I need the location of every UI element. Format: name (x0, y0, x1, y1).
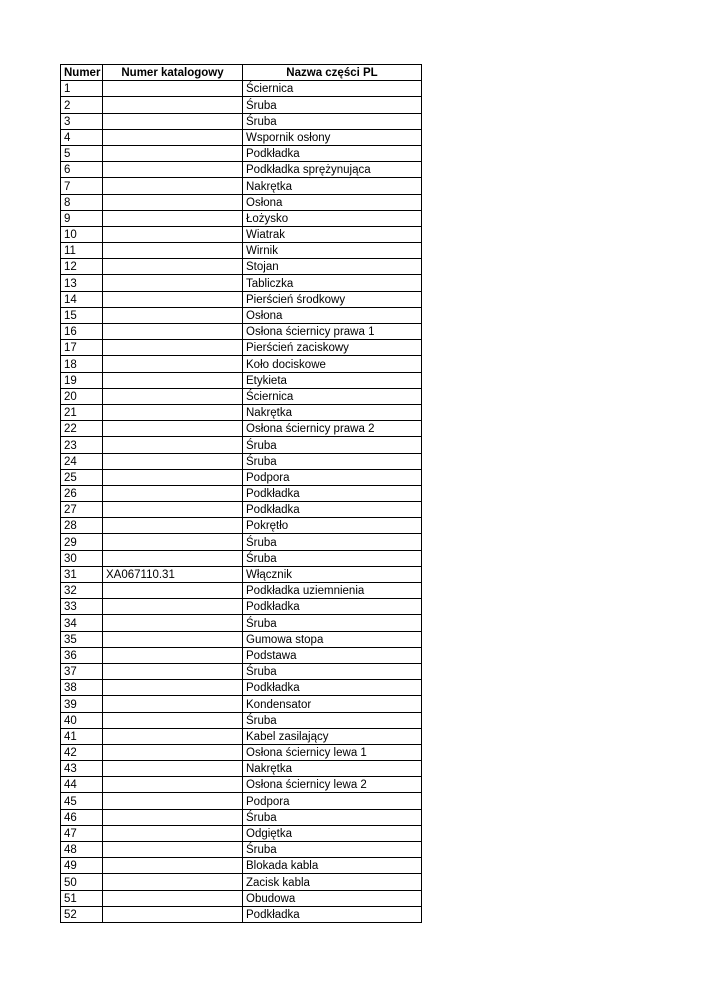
cell-part-name: Blokada kabla (243, 858, 422, 874)
cell-part-name: Odgiętka (243, 825, 422, 841)
cell-catalog-number (103, 874, 243, 890)
table-row (61, 324, 422, 340)
table-row (61, 858, 422, 874)
cell-number: 15 (61, 307, 103, 323)
cell-part-name: Włącznik (243, 566, 422, 582)
cell-part-name: Podkładka uziemnienia (243, 583, 422, 599)
cell-catalog-number (103, 842, 243, 858)
cell-part-name: Śruba (243, 550, 422, 566)
cell-number: 12 (61, 259, 103, 275)
cell-part-name: Śruba (243, 842, 422, 858)
cell-part-name: Wspornik osłony (243, 129, 422, 145)
cell-number: 3 (61, 113, 103, 129)
cell-part-name: Nakrętka (243, 761, 422, 777)
table-row (61, 680, 422, 696)
table-row (61, 259, 422, 275)
cell-number: 49 (61, 858, 103, 874)
cell-part-name: Śruba (243, 615, 422, 631)
table-row (61, 421, 422, 437)
cell-number: 8 (61, 194, 103, 210)
cell-number: 5 (61, 145, 103, 161)
cell-number: 36 (61, 647, 103, 663)
header-number: Numer (61, 65, 103, 81)
cell-part-name: Etykieta (243, 372, 422, 388)
cell-catalog-number (103, 728, 243, 744)
cell-catalog-number (103, 81, 243, 97)
table-row (61, 583, 422, 599)
cell-catalog-number (103, 129, 243, 145)
header-row (61, 65, 422, 81)
table-row (61, 534, 422, 550)
cell-part-name: Podkładka (243, 502, 422, 518)
cell-part-name: Podkładka (243, 599, 422, 615)
parts-table-body (61, 81, 422, 923)
cell-part-name: Stojan (243, 259, 422, 275)
table-row (61, 453, 422, 469)
cell-catalog-number (103, 550, 243, 566)
cell-part-name: Podpora (243, 793, 422, 809)
cell-number: 42 (61, 744, 103, 760)
cell-number: 37 (61, 663, 103, 679)
table-row (61, 906, 422, 922)
cell-part-name: Nakrętka (243, 404, 422, 420)
table-row (61, 518, 422, 534)
cell-number: 50 (61, 874, 103, 890)
parts-table (60, 64, 422, 923)
cell-number: 31 (61, 566, 103, 582)
cell-number: 21 (61, 404, 103, 420)
cell-number: 25 (61, 469, 103, 485)
cell-catalog-number (103, 421, 243, 437)
table-row (61, 162, 422, 178)
parts-table-header (61, 65, 422, 81)
cell-number: 14 (61, 291, 103, 307)
table-row (61, 404, 422, 420)
cell-catalog-number (103, 324, 243, 340)
cell-number: 39 (61, 696, 103, 712)
cell-catalog-number (103, 340, 243, 356)
table-row (61, 469, 422, 485)
cell-part-name: Kondensator (243, 696, 422, 712)
cell-catalog-number (103, 615, 243, 631)
cell-catalog-number (103, 761, 243, 777)
cell-catalog-number (103, 453, 243, 469)
cell-catalog-number (103, 518, 243, 534)
table-row (61, 647, 422, 663)
cell-catalog-number (103, 744, 243, 760)
cell-catalog-number (103, 599, 243, 615)
cell-number: 11 (61, 243, 103, 259)
table-row (61, 388, 422, 404)
cell-part-name: Pierścień zaciskowy (243, 340, 422, 356)
cell-catalog-number (103, 113, 243, 129)
cell-catalog-number (103, 777, 243, 793)
table-row (61, 97, 422, 113)
table-row (61, 340, 422, 356)
cell-part-name: Podkładka (243, 906, 422, 922)
table-row (61, 809, 422, 825)
cell-catalog-number (103, 680, 243, 696)
table-row (61, 761, 422, 777)
cell-part-name: Pierścień środkowy (243, 291, 422, 307)
cell-part-name: Wirnik (243, 243, 422, 259)
cell-part-name: Śruba (243, 437, 422, 453)
cell-number: 22 (61, 421, 103, 437)
cell-number: 2 (61, 97, 103, 113)
cell-catalog-number (103, 825, 243, 841)
cell-catalog-number (103, 307, 243, 323)
cell-part-name: Gumowa stopa (243, 631, 422, 647)
cell-part-name: Osłona ściernicy lewa 2 (243, 777, 422, 793)
table-row (61, 825, 422, 841)
table-row (61, 226, 422, 242)
cell-catalog-number (103, 890, 243, 906)
cell-catalog-number (103, 437, 243, 453)
cell-number: 43 (61, 761, 103, 777)
cell-number: 40 (61, 712, 103, 728)
cell-catalog-number (103, 194, 243, 210)
cell-catalog-number (103, 502, 243, 518)
table-row (61, 437, 422, 453)
cell-catalog-number (103, 663, 243, 679)
cell-catalog-number (103, 291, 243, 307)
cell-number: 38 (61, 680, 103, 696)
cell-catalog-number (103, 793, 243, 809)
table-row (61, 243, 422, 259)
cell-number: 52 (61, 906, 103, 922)
table-row (61, 81, 422, 97)
table-row (61, 728, 422, 744)
cell-catalog-number (103, 259, 243, 275)
cell-catalog-number (103, 809, 243, 825)
cell-part-name: Osłona ściernicy prawa 1 (243, 324, 422, 340)
cell-part-name: Śruba (243, 453, 422, 469)
cell-catalog-number (103, 696, 243, 712)
cell-catalog-number (103, 404, 243, 420)
cell-part-name: Śruba (243, 809, 422, 825)
cell-number: 9 (61, 210, 103, 226)
cell-part-name: Śruba (243, 712, 422, 728)
cell-part-name: Tabliczka (243, 275, 422, 291)
cell-catalog-number (103, 275, 243, 291)
cell-part-name: Podkładka sprężynująca (243, 162, 422, 178)
cell-catalog-number (103, 712, 243, 728)
cell-catalog-number (103, 858, 243, 874)
cell-catalog-number (103, 178, 243, 194)
table-row (61, 210, 422, 226)
cell-number: 47 (61, 825, 103, 841)
table-row (61, 307, 422, 323)
cell-part-name: Wiatrak (243, 226, 422, 242)
cell-part-name: Obudowa (243, 890, 422, 906)
table-row (61, 502, 422, 518)
table-row (61, 291, 422, 307)
cell-number: 1 (61, 81, 103, 97)
table-row (61, 178, 422, 194)
table-row (61, 874, 422, 890)
table-row (61, 744, 422, 760)
cell-number: 24 (61, 453, 103, 469)
cell-number: 33 (61, 599, 103, 615)
cell-number: 26 (61, 485, 103, 501)
table-row (61, 194, 422, 210)
cell-number: 34 (61, 615, 103, 631)
cell-part-name: Śruba (243, 663, 422, 679)
cell-part-name: Kabel zasilający (243, 728, 422, 744)
table-row (61, 550, 422, 566)
cell-part-name: Osłona ściernicy prawa 2 (243, 421, 422, 437)
cell-part-name: Podpora (243, 469, 422, 485)
header-part-name: Nazwa części PL (243, 65, 422, 81)
table-row (61, 615, 422, 631)
cell-catalog-number (103, 534, 243, 550)
cell-number: 13 (61, 275, 103, 291)
cell-part-name: Ściernica (243, 388, 422, 404)
cell-number: 48 (61, 842, 103, 858)
cell-catalog-number (103, 226, 243, 242)
table-row (61, 566, 422, 582)
cell-part-name: Podkładka (243, 485, 422, 501)
cell-number: 51 (61, 890, 103, 906)
cell-number: 27 (61, 502, 103, 518)
cell-number: 6 (61, 162, 103, 178)
cell-part-name: Podkładka (243, 680, 422, 696)
cell-part-name: Łożysko (243, 210, 422, 226)
table-row (61, 113, 422, 129)
cell-part-name: Podstawa (243, 647, 422, 663)
cell-catalog-number (103, 243, 243, 259)
cell-number: 44 (61, 777, 103, 793)
table-row (61, 599, 422, 615)
cell-number: 4 (61, 129, 103, 145)
cell-catalog-number (103, 356, 243, 372)
cell-number: 16 (61, 324, 103, 340)
cell-number: 18 (61, 356, 103, 372)
cell-number: 19 (61, 372, 103, 388)
cell-part-name: Nakrętka (243, 178, 422, 194)
cell-number: 20 (61, 388, 103, 404)
cell-catalog-number (103, 162, 243, 178)
cell-part-name: Śruba (243, 534, 422, 550)
cell-part-name: Pokrętło (243, 518, 422, 534)
cell-part-name: Ściernica (243, 81, 422, 97)
cell-catalog-number (103, 372, 243, 388)
table-row (61, 372, 422, 388)
table-row (61, 890, 422, 906)
cell-part-name: Podkładka (243, 145, 422, 161)
cell-number: 32 (61, 583, 103, 599)
cell-catalog-number (103, 647, 243, 663)
cell-catalog-number (103, 485, 243, 501)
cell-number: 35 (61, 631, 103, 647)
table-row (61, 129, 422, 145)
table-row (61, 275, 422, 291)
cell-number: 23 (61, 437, 103, 453)
cell-number: 28 (61, 518, 103, 534)
header-catalog-number: Numer katalogowy (103, 65, 243, 81)
cell-part-name: Śruba (243, 97, 422, 113)
cell-number: 29 (61, 534, 103, 550)
table-row (61, 356, 422, 372)
cell-part-name: Koło dociskowe (243, 356, 422, 372)
table-row (61, 631, 422, 647)
table-row (61, 842, 422, 858)
cell-part-name: Osłona ściernicy lewa 1 (243, 744, 422, 760)
cell-catalog-number (103, 583, 243, 599)
cell-number: 17 (61, 340, 103, 356)
cell-number: 10 (61, 226, 103, 242)
cell-number: 41 (61, 728, 103, 744)
cell-number: 30 (61, 550, 103, 566)
table-row (61, 145, 422, 161)
cell-catalog-number: XA067110.31 (103, 566, 243, 582)
cell-catalog-number (103, 469, 243, 485)
table-row (61, 777, 422, 793)
cell-catalog-number (103, 210, 243, 226)
cell-number: 7 (61, 178, 103, 194)
table-row (61, 485, 422, 501)
cell-catalog-number (103, 906, 243, 922)
cell-number: 46 (61, 809, 103, 825)
cell-part-name: Śruba (243, 113, 422, 129)
table-row (61, 663, 422, 679)
cell-part-name: Zacisk kabla (243, 874, 422, 890)
cell-catalog-number (103, 97, 243, 113)
cell-catalog-number (103, 631, 243, 647)
table-row (61, 793, 422, 809)
cell-number: 45 (61, 793, 103, 809)
cell-catalog-number (103, 388, 243, 404)
cell-part-name: Osłona (243, 194, 422, 210)
table-row (61, 712, 422, 728)
table-row (61, 696, 422, 712)
cell-part-name: Osłona (243, 307, 422, 323)
cell-catalog-number (103, 145, 243, 161)
